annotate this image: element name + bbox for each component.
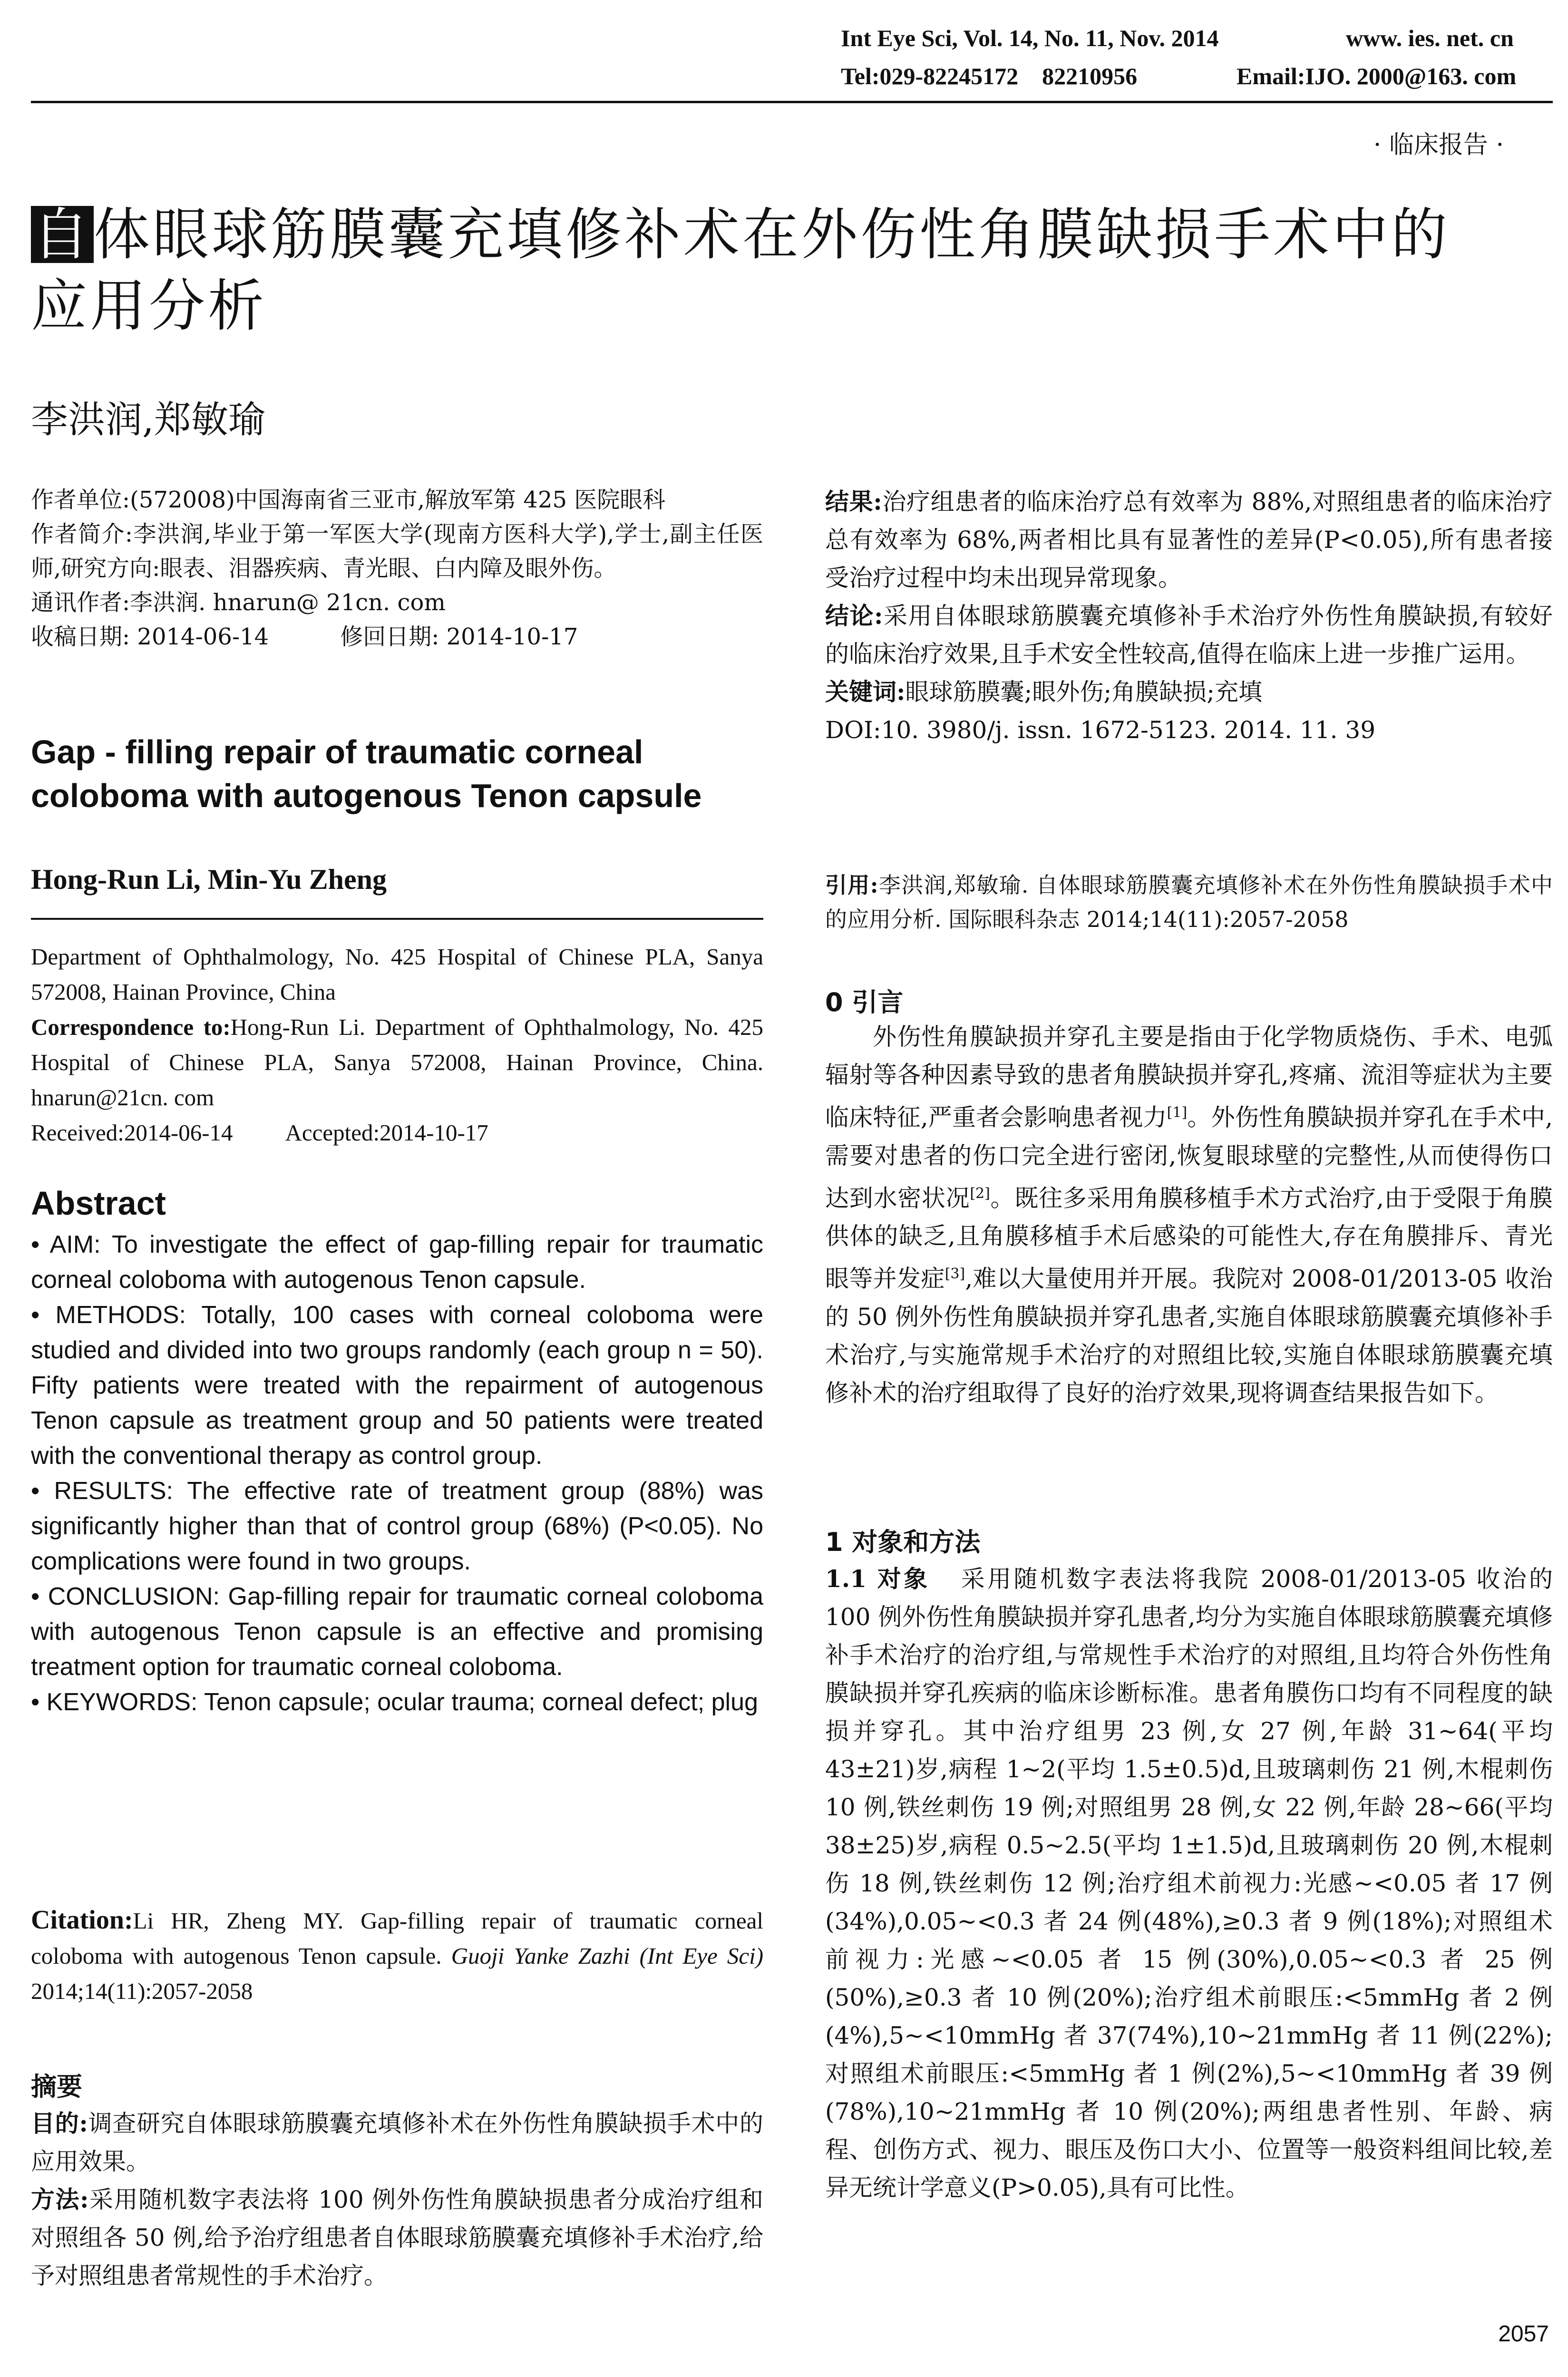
abstract-en [31,1227,763,1720]
results-cn-label: 结果: [825,487,882,516]
journal-website: www. ies. net. cn [1346,25,1514,51]
methods-label: • METHODS: [31,1301,186,1329]
citation-en-text: Li HR, Zheng MY. Gap-filling repair of traumatic corneal coloboma with autogenous Tenon capsule. [31,1908,763,1969]
results-text: The effective rate of treatment group (88%) was significantly higher than that of control group (68%) (P<0.05). No complications were found in two groups. [31,1477,763,1575]
abstract-results [31,1473,763,1579]
abstract-cn-methods [31,2181,763,2295]
keywords-cn-text: 眼球筋膜囊;眼外伤;角膜缺损;充填 [905,678,1263,706]
abstract-cn-left [31,2104,763,2295]
conclusion-cn-label: 结论: [825,602,883,630]
abstract-cn-aim [31,2104,763,2181]
abstract-methods [31,1297,763,1473]
english-affiliation: Department of Ophthalmology, No. 425 Hospital of Chinese PLA, Sanya 572008, Hainan Province, China [31,944,763,1005]
methods-cn-label: 方法: [31,2185,89,2213]
english-correspondence [31,1010,763,1115]
citation-cn-text: 李洪润,郑敏瑜. 自体眼球筋膜囊充填修补术在外伤性角膜缺损手术中的应用分析. 国际眼科杂志 2014;14(11):2057-2058 [825,872,1553,932]
intro-body [825,1018,1553,1412]
abstract-heading: Abstract [31,1185,166,1222]
aim-text: To investigate the effect of gap-filling repair for traumatic corneal coloboma with autogenous Tenon capsule. [31,1231,763,1294]
methods-cn-text: 采用随机数字表法将 100 例外伤性角膜缺损患者分成治疗组和对照组各 50 例,给予治疗组患者自体眼球筋膜囊充填修补手术治疗,给予对照组患者常规性的手术治疗。 [31,2186,763,2289]
results-cn-text: 治疗组患者的临床治疗总有效率为 88%,对照组患者的临床治疗总有效率为 68%,两者相比具有显著性的差异(P<0.05),所有患者接受治疗过程中均未出现异常现象。 [825,488,1553,592]
received-en: Received:2014-06-14 [31,1120,233,1146]
english-authors: Hong-Run Li, Min-Yu Zheng [31,864,387,895]
english-dates [31,1115,763,1150]
paper-title [31,199,1553,341]
abstract-keywords [31,1685,763,1720]
intro-ref1: [1] [1167,1104,1188,1121]
intro-ref2: [2] [970,1185,990,1202]
english-title: Gap - filling repair of traumatic corneal coloboma with autogenous Tenon capsule [31,733,702,814]
title-line1: 体眼球筋膜囊充填修补术在外伤性角膜缺损手术中的 [94,202,1451,267]
doi: DOI:10. 3980/j. issn. 1672-5123. 2014. 11. 39 [825,716,1376,744]
methods-body [825,1560,1553,2207]
corr-text: Hong-Run Li. Department of Ophthalmology, No. 425 Hospital of Chinese PLA, Sanya 572008, Hainan Province, China. hnarun@21cn. com [31,1014,763,1111]
citation-cn [825,868,1553,936]
author-dates [31,620,763,654]
journal-email: Email:IJO. 2000@163. com [1237,63,1517,89]
abstract-cn-conclusion [825,597,1553,673]
page-number: 2057 [1498,2321,1549,2347]
journal-header: Int Eye Sci, Vol. 14, No. 11, Nov. 2014 [841,25,1219,51]
results-label: • RESULTS: [31,1477,173,1505]
author-bio: 作者简介:李洪润,毕业于第一军医大学(现南方医科大学),学士,副主任医师,研究方向:眼表、泪器疾病、青光眼、白内障及眼外伤。 [31,521,763,582]
accepted-en: Accepted:2014-10-17 [285,1120,488,1146]
english-affiliation-block [31,939,763,1150]
revised-date-cn: 修回日期: 2014-10-17 [340,623,578,650]
methods-paragraph [825,1560,1553,2207]
citation-en-label: Citation: [31,1905,133,1935]
keywords-text: Tenon capsule; ocular trauma; corneal defect; plug [204,1688,758,1716]
title-first-char: 自 [31,206,94,263]
methods-text: 采用随机数字表法将我院 2008-01/2013-05 收治的 100 例外伤性角膜缺损并穿孔患者,均分为实施自体眼球筋膜囊充填修补手术治疗的治疗组,与常规性手术治疗的对照组,且均符合外伤性角膜缺损并穿孔疾病的临床诊断标准。患者角膜伤口均有不同程度的缺损并穿孔。其中治疗组男 23 例,女 27 例,年龄 31~64(平均 43±21)岁,病程 1~2(平均 1.5±0.5)d,且玻璃刺伤 21 例,木棍刺伤 10 例,铁丝刺伤 19 例;对照组男 28 例,女 22 例,年龄 28~66(平均 38±25)岁,病程 0.5~2.5(平均 1±1.5)d,且玻璃刺伤 20 例,木棍刺伤 18 例,铁丝刺伤 12 例;治疗组术前视力:光感~<0.05 者 17 例(34%),0.05~<0.3 者 24 例(48%),≥0.3 者 9 例(18%);对照组术前视力:光感~<0.05 者 15 例(30%),0.05~<0.3 者 25 例(50%),≥0.3 者 10 例(20%);治疗组术前眼压:<5mmHg 者 2 例(4%),5~<10mmHg 者 37(74%),10~21mmHg 者 11 例(22%);对照组术前眼压:<5mmHg 者 1 例(2%),5~<10mmHg 者 39 例(78%),10~21mmHg 者 10 例(20%);两组患者性别、年龄、病程、创伤方式、视力、眼压及伤口大小、位置等一般资料组间比较,差异无统计学意义(P>0.05),具有可比性。 [825,1565,1553,2202]
citation-en-journal: Guoji Yanke Zazhi (Int Eye Sci) [451,1943,764,1969]
citation-en-rest: 2014;14(11):2057-2058 [31,1978,253,2004]
intro-p1c: 。既往多采用角膜移植手术方式治疗,由于受限于角膜供体的缺乏,且角膜移植手术后感染的可能性大,存在角膜排斥、青光眼等并发症 [825,1184,1553,1293]
methods-sub-label: 1.1 对象 [825,1565,930,1593]
intro-p1b: 。外伤性角膜缺损并穿孔在手术中,需要对患者的伤口完全进行密闭,恢复眼球壁的完整性,从而使得伤口达到水密状况 [825,1103,1553,1212]
section-tag: · 临床报告 · [1373,131,1504,159]
intro-heading: 0 引言 [825,987,904,1017]
intro-ref3: [3] [945,1266,965,1283]
english-authors-rule [31,918,763,920]
header-rule [31,101,1553,103]
received-date-cn: 收稿日期: 2014-06-14 [31,623,269,650]
aim-label: • AIM: [31,1231,101,1258]
keywords-cn-label: 关键词: [825,678,906,706]
keywords-label: • KEYWORDS: [31,1688,198,1716]
conclusion-text: Gap-filling repair for traumatic corneal coloboma with autogenous Tenon capsule is an effective and promising treatment option for traumatic corneal coloboma. [31,1583,764,1681]
abstract-conclusion [31,1579,763,1685]
aim-cn-text: 调查研究自体眼球筋膜囊充填修补术在外伤性角膜缺损手术中的应用效果。 [31,2110,764,2175]
abstract-cn-keywords [825,673,1553,711]
citation-cn-label: 引用: [825,872,878,898]
author-info [31,483,763,654]
journal-tel: Tel:029-82245172 82210956 [841,63,1138,89]
corr-label: Correspondence to: [31,1014,231,1040]
abstract-cn-results [825,483,1553,597]
authors-cn: 李洪润,郑敏瑜 [31,399,265,441]
author-corresponding: 通讯作者:李洪润. hnarun@ 21cn. com [31,589,446,616]
conclusion-label: • CONCLUSION: [31,1583,220,1610]
intro-p1d: ,难以大量使用并开展。我院对 2008-01/2013-05 收治的 50 例外伤性角膜缺损并穿孔患者,实施自体眼球筋膜囊充填修补手术治疗,与实施常规手术治疗的对照组比较,实施自体眼球筋膜囊充填修补术的治疗组取得了良好的治疗效果,现将调查结果报告如下。 [825,1265,1553,1407]
author-unit: 作者单位:(572008)中国海南省三亚市,解放军第 425 医院眼科 [31,487,666,513]
methods-text: Totally, 100 cases with corneal coloboma were studied and divided into two groups randomly (each group n = 50). Fifty patients were treated with the repairment of autogenous Tenon capsule as treatment group and 50 patients were treated with the conventional therapy as control group. [31,1301,763,1470]
aim-cn-label: 目的: [31,2109,88,2137]
methods-heading: 1 对象和方法 [825,1527,981,1557]
abstract-cn-heading: 摘要 [31,2072,82,2102]
title-line2: 应用分析 [31,273,267,339]
intro-p1a: 外伤性角膜缺损并穿孔主要是指由于化学物质烧伤、手术、电弧辐射等各种因素导致的患者角膜缺损并穿孔,疼痛、流泪等症状为主要临床特征,严重者会影响患者视力 [825,1023,1553,1131]
abstract-cn-right [825,483,1553,749]
abstract-aim [31,1227,763,1297]
conclusion-cn-text: 采用自体眼球筋膜囊充填修补手术治疗外伤性角膜缺损,有较好的临床治疗效果,且手术安全性较高,值得在临床上进一步推广运用。 [825,602,1553,668]
citation-en [31,1902,763,2009]
intro-paragraph [825,1018,1553,1412]
